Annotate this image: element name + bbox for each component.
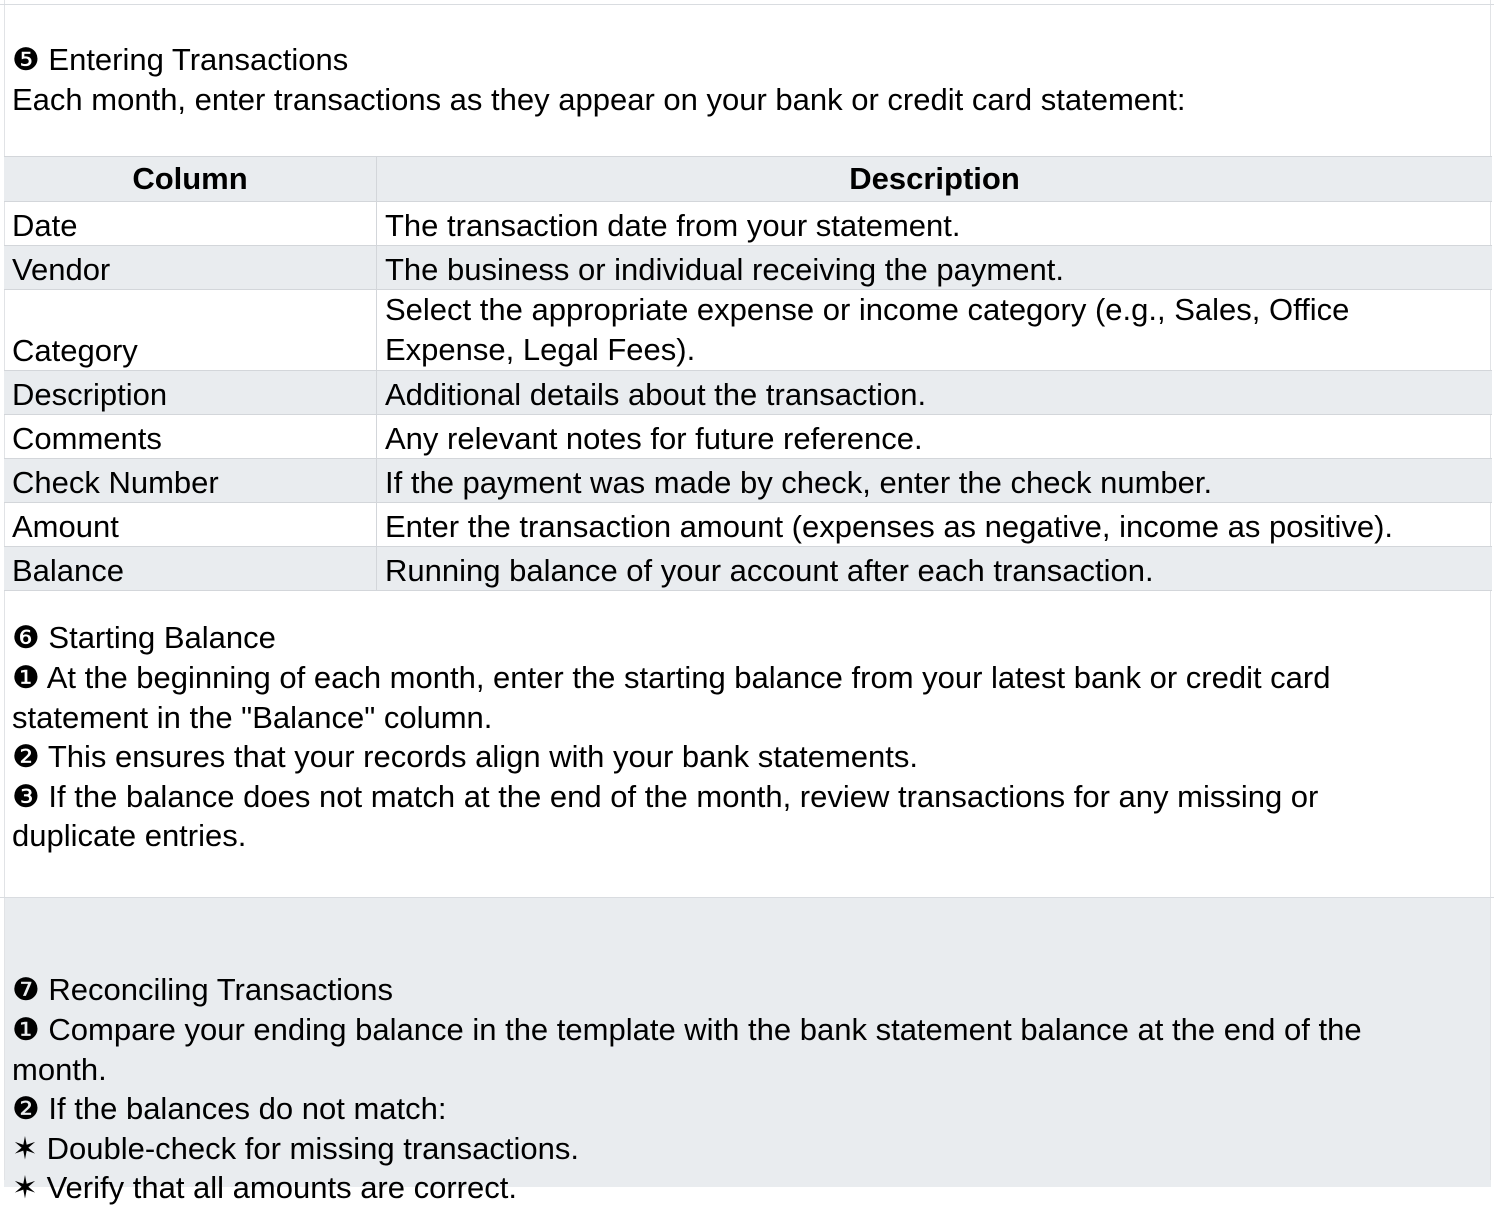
section-7-line: month. [12, 1052, 107, 1087]
table-row [4, 371, 1492, 415]
table-row [4, 415, 1492, 459]
section-6-line: ❶ At the beginning of each month, enter the starting balance from your latest bank or credit card [12, 660, 1331, 695]
cell-column[interactable]: Category [4, 290, 377, 371]
cell-column[interactable]: Description [4, 371, 377, 415]
header-column[interactable]: Column [4, 157, 377, 202]
cell-description[interactable]: The transaction date from your statement. [377, 202, 1493, 246]
cell-description[interactable]: Select the appropriate expense or income category (e.g., Sales, Office Expense, Legal Fees). [377, 290, 1493, 371]
cell-description[interactable]: Enter the transaction amount (expenses as negative, income as positive). [377, 503, 1493, 547]
table-row [4, 459, 1492, 503]
section-7-title: ❼ Reconciling Transactions [12, 972, 394, 1007]
header-description[interactable]: Description [377, 157, 1493, 202]
cell-column[interactable]: Date [4, 202, 377, 246]
section-7-line: ✶ Double-check for missing transactions. [12, 1131, 579, 1166]
section-6-line: ❸ If the balance does not match at the end of the month, review transactions for any missing or [12, 779, 1319, 814]
section-6-title: ❻ Starting Balance [12, 620, 276, 655]
cell-description[interactable]: Additional details about the transaction. [377, 371, 1493, 415]
cell-column[interactable]: Check Number [4, 459, 377, 503]
cell-description[interactable]: Any relevant notes for future reference. [377, 415, 1493, 459]
section-6-line: ❷ This ensures that your records align with your bank statements. [12, 739, 918, 774]
section-5-title: ❺ Entering Transactions [12, 42, 349, 77]
cell-description[interactable]: Running balance of your account after each transaction. [377, 547, 1493, 591]
gridline [0, 4, 1494, 5]
gridline [0, 897, 1494, 898]
table-row [4, 290, 1492, 371]
cell-description[interactable]: If the payment was made by check, enter the check number. [377, 459, 1493, 503]
section-6-line: statement in the "Balance" column. [12, 700, 493, 735]
cell-column[interactable]: Amount [4, 503, 377, 547]
cell-column[interactable]: Vendor [4, 246, 377, 290]
cell-description[interactable]: The business or individual receiving the payment. [377, 246, 1493, 290]
table-row [4, 547, 1492, 591]
section-7-line: ❶ Compare your ending balance in the template with the bank statement balance at the end of the [12, 1012, 1362, 1047]
cell-column[interactable]: Balance [4, 547, 377, 591]
table-row [4, 246, 1492, 290]
section-7-line: ✶ Verify that all amounts are correct. [12, 1170, 517, 1205]
section-6-line: duplicate entries. [12, 818, 247, 853]
section-5-intro: Each month, enter transactions as they appear on your bank or credit card statement: [12, 82, 1186, 117]
section-7-line: ❷ If the balances do not match: [12, 1091, 447, 1126]
table-header-row [4, 157, 1492, 202]
table-row [4, 503, 1492, 547]
table-row [4, 202, 1492, 246]
columns-table [4, 156, 1492, 591]
cell-column[interactable]: Comments [4, 415, 377, 459]
